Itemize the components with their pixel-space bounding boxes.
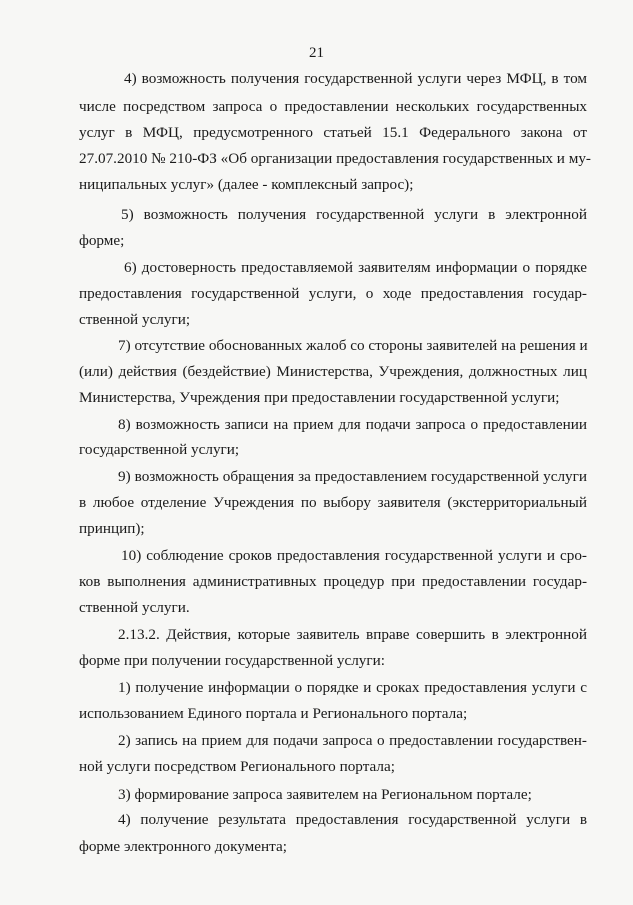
text-line: (или) действия (бездействие) Министерства, Учреждения, должностных лиц bbox=[79, 363, 587, 380]
text-line: ной услуги посредством Регионального портала; bbox=[79, 758, 395, 775]
text-line: 9) возможность обращения за предоставлением государственной услуги bbox=[118, 468, 587, 485]
text-line: 3) формирование запроса заявителем на Региональном портале; bbox=[118, 786, 532, 803]
text-line: 1) получение информации о порядке и сроках предоставления услуги с bbox=[118, 679, 587, 696]
text-line: ственной услуги. bbox=[79, 599, 190, 616]
text-line: числе посредством запроса о предоставлении нескольких государственных bbox=[79, 98, 587, 115]
text-line: 5) возможность получения государственной услуги в электронной bbox=[121, 206, 587, 223]
text-line: ственной услуги; bbox=[79, 311, 191, 328]
text-line: форме при получении государственной услуги: bbox=[79, 652, 385, 669]
text-line: использованием Единого портала и Регионального портала; bbox=[79, 705, 468, 722]
text-line: 4) получение результата предоставления государственной услуги в bbox=[118, 811, 587, 828]
text-line: 4) возможность получения государственной услуги через МФЦ, в том bbox=[124, 70, 587, 87]
text-line: 7) отсутствие обоснованных жалоб со стороны заявителей на решения и bbox=[118, 337, 588, 354]
text-line: в любое отделение Учреждения по выбору заявителя (экстерриториальный bbox=[79, 494, 587, 511]
text-line: 2.13.2. Действия, которые заявитель вправе совершить в электронной bbox=[118, 626, 587, 643]
page-number: 21 bbox=[309, 45, 324, 61]
text-line: 6) достоверность предоставляемой заявителям информации о порядке bbox=[124, 259, 587, 276]
text-line: форме; bbox=[79, 232, 125, 249]
text-line: ниципальных услуг» (далее - комплексный запрос); bbox=[79, 176, 414, 193]
text-line: 27.07.2010 № 210-ФЗ «Об организации предоставления государственных и му- bbox=[79, 150, 591, 167]
text-line: предоставления государственной услуги, о ходе предоставления государ- bbox=[79, 285, 587, 302]
text-line: принцип); bbox=[79, 520, 145, 537]
text-line: 10) соблюдение сроков предоставления государственной услуги и сро- bbox=[121, 547, 587, 564]
text-line: ков выполнения административных процедур при предоставлении государ- bbox=[79, 573, 587, 590]
text-line: форме электронного документа; bbox=[79, 838, 287, 855]
text-line: услуг в МФЦ, предусмотренного статьей 15.1 Федерального закона от bbox=[79, 124, 587, 141]
text-line: государственной услуги; bbox=[79, 441, 240, 458]
text-line: Министерства, Учреждения при предоставлении государственной услуги; bbox=[79, 389, 560, 406]
text-line: 2) запись на прием для подачи запроса о предоставлении государствен- bbox=[118, 732, 587, 749]
text-line: 8) возможность записи на прием для подачи запроса о предоставлении bbox=[118, 416, 587, 433]
